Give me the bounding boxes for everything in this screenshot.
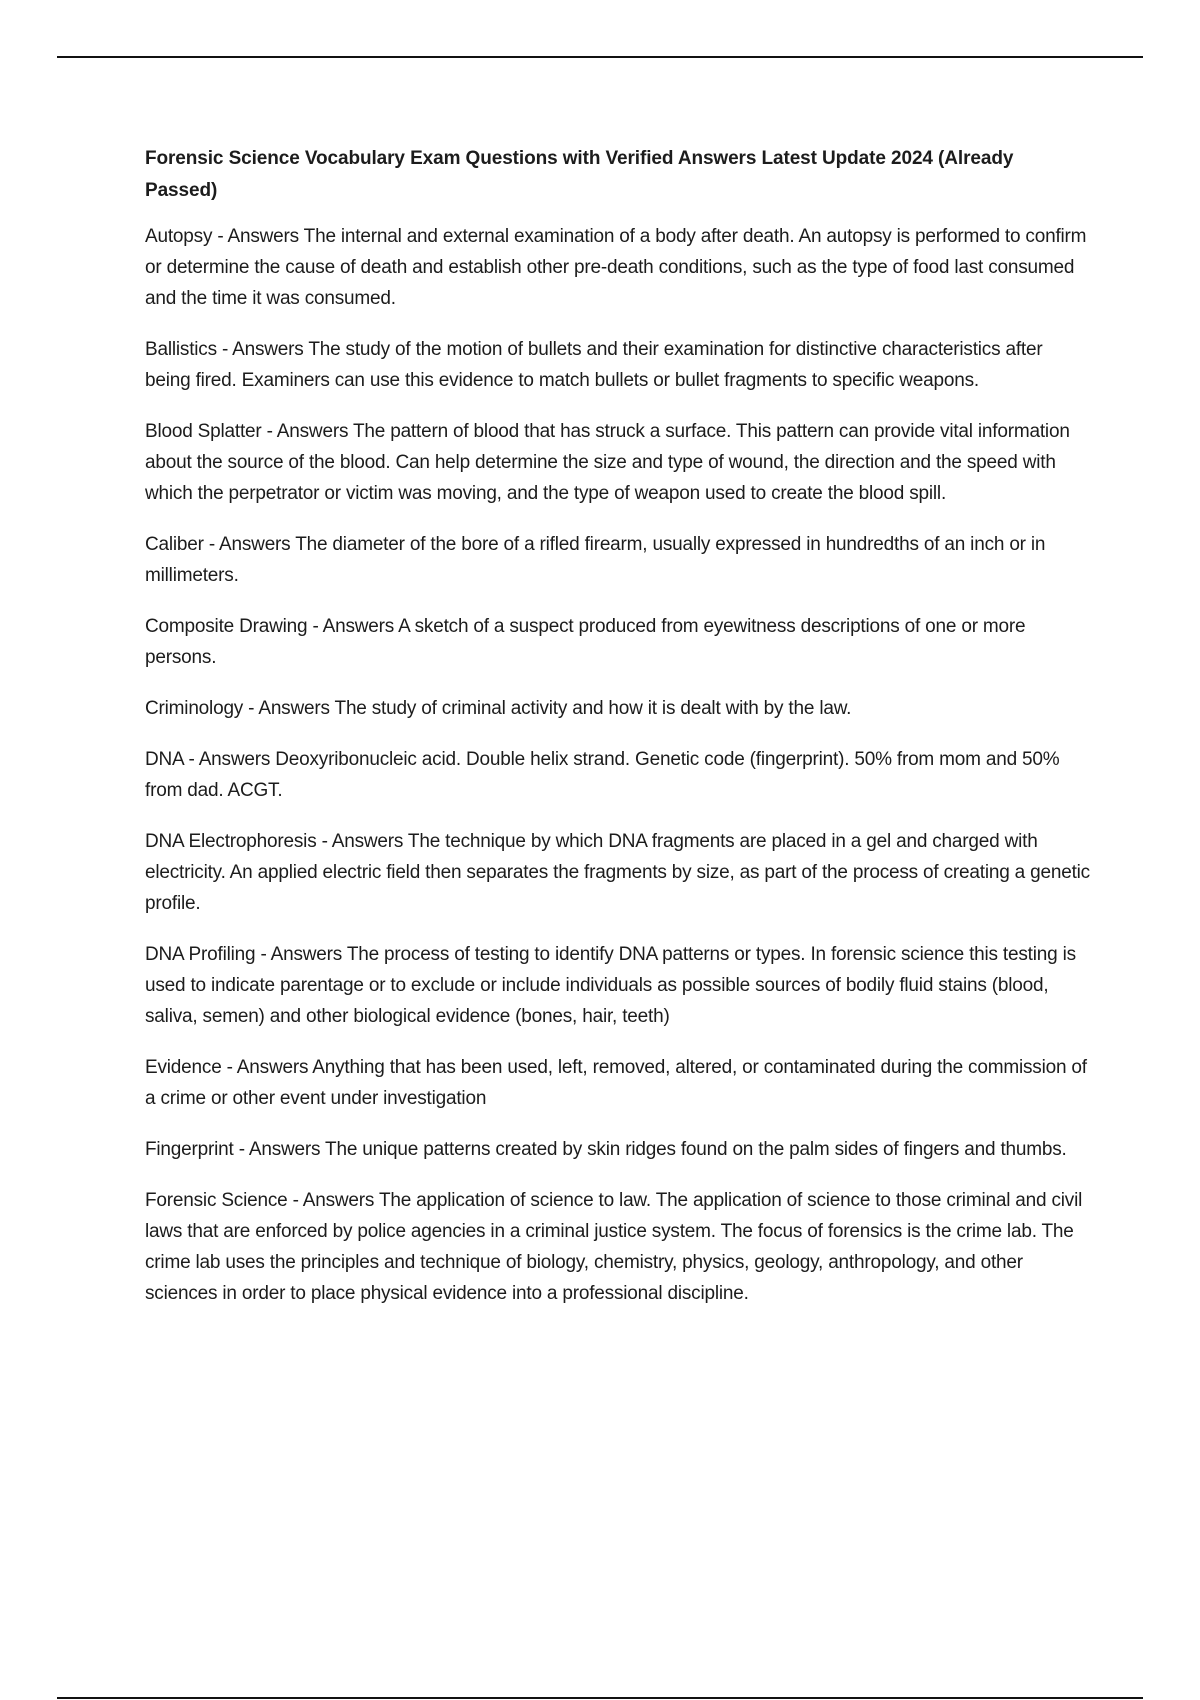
page-top-rule	[57, 56, 1143, 58]
vocab-entry-dna: DNA - Answers Deoxyribonucleic acid. Double helix strand. Genetic code (fingerprint). 50% from mom and 50% from dad. ACGT.	[145, 749, 1060, 801]
vocab-entry-evidence: Evidence - Answers Anything that has been used, left, removed, altered, or contaminated during the commission of a crime or other event under investigation	[145, 1057, 1087, 1109]
vocab-entry-autopsy: Autopsy - Answers The internal and external examination of a body after death. An autopsy is performed to confirm or determine the cause of death and establish other pre-death conditions, such as the type of food last consumed and the time it was consumed.	[145, 226, 1087, 309]
vocab-entry-dna-profiling: DNA Profiling - Answers The process of testing to identify DNA patterns or types. In forensic science this testing is used to indicate parentage or to exclude or include individuals as possible sources of bodily fluid stains (blood, saliva, semen) and other biological evidence (bones, hair, teeth)	[145, 944, 1076, 1027]
document-body	[145, 143, 1090, 1329]
document-title: Forensic Science Vocabulary Exam Questions with Verified Answers Latest Update 2024 (Already Passed)	[145, 148, 1014, 201]
vocab-entry-forensic-science: Forensic Science - Answers The application of science to law. The application of science to those criminal and civil laws that are enforced by police agencies in a criminal justice system. The focus of forensics is the crime lab. The crime lab uses the principles and technique of biology, chemistry, physics, geology, anthropology, and other sciences in order to place physical evidence into a professional discipline.	[145, 1190, 1083, 1304]
page-bottom-rule	[57, 1697, 1143, 1699]
vocab-entry-ballistics: Ballistics - Answers The study of the motion of bullets and their examination for distinctive characteristics after being fired. Examiners can use this evidence to match bullets or bullet fragments to specific weapons.	[145, 339, 1043, 391]
vocab-entry-composite-drawing: Composite Drawing - Answers A sketch of a suspect produced from eyewitness descriptions of one or more persons.	[145, 616, 1026, 668]
vocab-entry-blood-splatter: Blood Splatter - Answers The pattern of blood that has struck a surface. This pattern can provide vital information about the source of the blood. Can help determine the size and type of wound, the direction and the speed with which the perpetrator or victim was moving, and the type of weapon used to create the blood spill.	[145, 421, 1070, 504]
vocab-entry-dna-electrophoresis: DNA Electrophoresis - Answers The technique by which DNA fragments are placed in a gel and charged with electricity. An applied electric field then separates the fragments by size, as part of the process of creating a genetic profile.	[145, 831, 1090, 914]
vocab-entry-caliber: Caliber - Answers The diameter of the bore of a rifled firearm, usually expressed in hundredths of an inch or in millimeters.	[145, 534, 1046, 586]
vocab-entry-criminology: Criminology - Answers The study of criminal activity and how it is dealt with by the law.	[145, 698, 852, 719]
vocab-entry-fingerprint: Fingerprint - Answers The unique patterns created by skin ridges found on the palm sides of fingers and thumbs.	[145, 1139, 1067, 1160]
